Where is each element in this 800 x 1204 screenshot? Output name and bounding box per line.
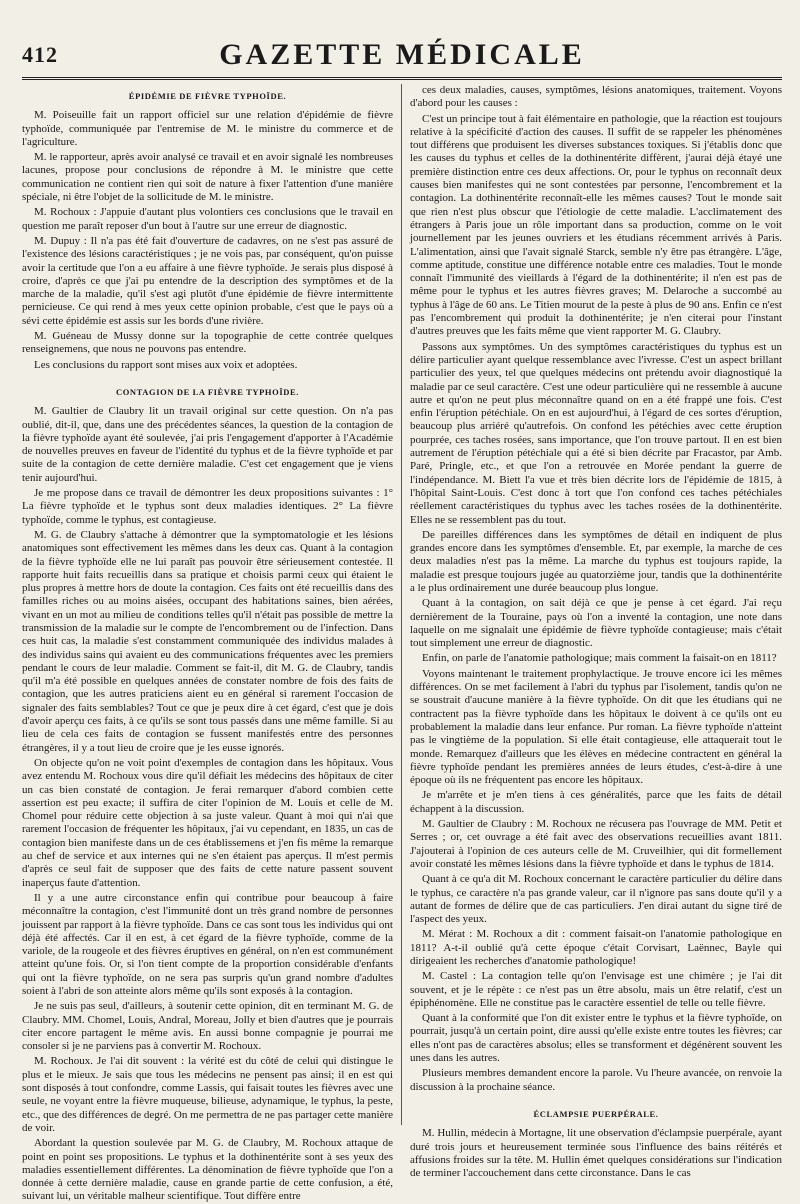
paragraph: M. Guéneau de Mussy donne sur la topographie de cette contrée quelques renseignemens, que nous ne pouvons pas entendre. [22, 330, 393, 356]
right-column [402, 84, 782, 1180]
paragraph: Les conclusions du rapport sont mises aux voix et adoptées. [34, 358, 298, 371]
masthead [22, 28, 782, 72]
paragraph: M. Mérat : M. Rochoux a dit : comment faisait-on l'anatomie pathologique en 1811? A-t-il oublié qu'à cette époque c'était Corvisart, Laënnec, Bayle qui dirigeaient les recherches d'anatomie pathologique! [410, 928, 782, 967]
journal-title: GAZETTE MÉDICALE [219, 38, 585, 71]
paragraph: M. le rapporteur, après avoir analysé ce travail et en avoir signalé les nombreuses lacunes, propose pour conclusions de répondre à M. le ministre que cette communication ne contient rien qui soit de nature à fixer l'attention d'une manière spéciale, ni être l'objet de la sollicitude de M. le ministre. [22, 151, 393, 204]
paragraph: Abordant la question soulevée par M. G. de Claubry, M. Rochoux attaque de point en point ses propositions. Le typhus et la dothinentérite sont à ses yeux des maladies essentiellement différentes. La dénomination de fièvre typhoïde que l'on a donnée à cette dernière maladie, cause en grande partie de cette confusion, a été, suivant lui, un véritable malheur scientifique. Tout diffère entre [22, 1137, 393, 1203]
left-column [22, 84, 402, 1203]
paragraph: ces deux maladies, causes, symptômes, lésions anatomiques, traitement. Voyons d'abord pour les causes : [410, 84, 782, 110]
section-heading: ÉCLAMPSIE PUERPÉRALE. [533, 1108, 659, 1119]
paragraph: Quant à ce qu'a dit M. Rochoux concernant le caractère particulier du délire dans le typhus, ce caractère n'a pas grande valeur, car il n'ignore pas sans doute qu'il y a autant de formes de délire que de cas particuliers. J'en dirai autant du signe tiré de l'aspect des yeux. [410, 873, 782, 926]
header-rule [22, 77, 782, 80]
section-heading: ÉPIDÉMIE DE FIÈVRE TYPHOÏDE. [128, 91, 287, 101]
paragraph: Je ne suis pas seul, d'ailleurs, à soutenir cette opinion, dit en terminant M. G. de Claubry. MM. Chomel, Louis, Andral, Moreau, Jolly et bien d'autres que je pourrais citer encore partagent le même avis. En aussi bonne compagnie je pourrai me consoler si je ne parviens pas à convertir M. Rochoux. [22, 1000, 393, 1053]
paragraph: On objecte qu'on ne voit point d'exemples de contagion dans les hôpitaux. Vous avez entendu M. Rochoux vous dire qu'il défiait les médecins des hôpitaux de citer un cas bien constaté de contagion. Je ferai remarquer d'abord combien cette assertion est peu exacte; il suffira de citer l'opinion de M. Louis et celle de M. Chomel pour réduire cette objection à sa juste valeur. Quant à moi qui n'ai que rarement l'occasion de fréquenter les hôpitaux, j'ai vu cependant, en 1835, un cas de contagion bien manifeste dans un de ces établissemens et j'en fis même la remarque au chef de service et aux internes qui ne s'en étaient pas aperçus. Il m'est permis d'après ce seul fait de supposer que des faits de cette nature passent souvent inaperçus faute d'attention. [22, 756, 393, 889]
paragraph: Il y a une autre circonstance enfin qui contribue pour beaucoup à faire méconnaître la contagion, c'est l'immunité dont un très grand nombre de personnes jouissent par rapport à la fièvre typhoïde. Dans ce cas sont tous les individus qui ont déjà été affectés. Car il en est, à cet égard de la fièvre typhoïde, comme de la variole, de la rougeole et des fièvres éruptives en général, on n'en est communément atteint qu'une fois. Or, si l'on tient compte de la proportion considérable d'enfants qui ont la fièvre typhoïde, on ne sera pas surpris qu'un grand nombre d'adultes soient à l'abri de son atteinte alors même qu'ils sont exposés à la contagion. [22, 891, 393, 997]
paragraph: M. G. de Claubry s'attache à démontrer que la symptomatologie et les lésions anatomiques sont effectivement les mêmes dans les deux cas. Quant à la contagion de la fièvre typhoïde elle ne lui paraît pas pouvoir être sérieusement contestée. Il rapporte huit faits recueillis dans sa pratique et choisis parmi ceux qui étaient le plus propres à mettre hors de doute la contagion. Ces faits ont été recueillis dans des familles riches ou au moins aisées, occupant des habitations saines, bien aérées, vivant en un mot au milieu de conditions telles qu'il n'était pas possible de mettre la transmission de la maladie sur le compte de l'encombrement ou de l'infection. Dans ces huit cas, la maladie s'est constamment communiquée des individus malades à des individus sains qui avaient eu des communications fréquentes avec les premiers pendant le cours de leur maladie. Comment se fait-il, dit M. G. de Claubry, tandis qu'il m'a été possible en quelques années de constater nombre de fois des faits de contagion, que les autres praticiens aient eu en général si rarement l'occasion de signaler des faits semblables? Tout ce que je peux dire à cet égard, c'est que je dois d'avoir aperçu ces faits, à ce qu'ils se sont tous passés dans une même famille. Si au lieu de cela ces faits de contagion se fussent manifestés entre des personnes étrangères, il y a tout lieu de croire que je les eusse ignorés. [22, 528, 393, 754]
paragraph: Plusieurs membres demandent encore la parole. Vu l'heure avancée, on renvoie la discussion à la prochaine séance. [410, 1067, 782, 1093]
paragraph: M. Poiseuille fait un rapport officiel sur une relation d'épidémie de fièvre typhoïde, communiquée par l'entremise de M. le ministre du commerce et de l'agriculture. [22, 109, 393, 148]
paragraph: M. Gaultier de Claubry : M. Rochoux ne récusera pas l'ouvrage de MM. Petit et Serres ; or, cet ouvrage a été fait avec des observations recueillies avant 1811. J'ajouterai à l'opinion de ces auteurs celle de M. Cruveilhier, qui dit formellement avoir constaté les mêmes lésions dans la fièvre typhoïde et dans le typhus de 1814. [410, 818, 782, 870]
paragraph: M. Castel : La contagion telle qu'on l'envisage est une chimère ; je l'ai dit souvent, et je le répète : ce n'est pas un être absolu, mais un être relatif, c'est un épiphénomène. Elle ne constitue pas le caractère essentiel de telle ou telle fièvre. [410, 970, 782, 1009]
paragraph: Je me propose dans ce travail de démontrer les deux propositions suivantes : 1° La fièvre typhoïde et le typhus sont deux maladies identiques. 2° La fièvre typhoïde, comme le typhus, est contagieuse. [22, 487, 393, 526]
paragraph: C'est un principe tout à fait élémentaire en pathologie, que la réaction est toujours relative à la spécificité d'action des causes. Il suffit de se rappeler les phénomènes tout différens que produisent les diverses substances toxiques. Si j'établis donc que les causes du typhus et celles de la dothinentérite diffèrent, j'aurai déjà étayé une première distinction entre ces deux affections. Or, pour le typhus on reconnaît deux causes bien manifestes qui ne sont contestées par personne, l'encombrement et la contagion. La dothinentérite reconnaît-elle les mêmes causes? Tout le monde sait que rien n'est plus obscur que l'étiologie de cette maladie. L'acclimatement des étrangers à Paris joue un rôle important dans sa production, comme on le voit journellement par les jeunes ouvriers et les étudians récemment arrivés à Paris. L'alimentation, ainsi que l'avait signalé Starck, semble n'y être pas étrangère. L'âge, comme aptitude, constitue une différence notable entre ces maladies. Tout le monde connaît l'immunité des vieillards à l'égard de la dothinentérite; il n'en est pas de même pour le typhus et les autres fièvres graves; M. Delaroche a succombé au typhus à l'âge de 60 ans. Le Titien mourut de la peste à plus de 90 ans. Enfin ce n'est pas l'encombrement qui produit la dothinentérite; je n'en citerai pour l'instant d'autres preuves que les faits même que vient rapporter M. G. Claubry. [410, 112, 782, 338]
paragraph: M. Gaultier de Claubry lit un travail original sur cette question. On n'a pas oublié, dit-il, que, dans une des précédentes séances, la question de la contagion de la fièvre typhoïde ayant été soulevée, j'ai pris l'engagement d'apporter à l'Académie de nouvelles preuves en faveur de l'identité du typhus et de la fièvre typhoïde et par suite de la contagion de cette dernière maladie. C'est cet engagement que je viens tenir aujourd'hui. [22, 405, 393, 484]
paragraph: Voyons maintenant le traitement prophylactique. Je trouve encore ici les mêmes différences. On se met facilement à l'abri du typhus par l'isolement, tandis qu'on ne se soustrait d'aucune manière à la fièvre typhoïde. On dit que les étudians qui ne contractent pas la fièvre typhoïde dans les hôpitaux le doivent à ce qu'ils ont eu probablement la maladie dans leur enfance. Pur roman. La fièvre typhoïde n'atteint pas le vingtième de la population. Si elle était contagieuse, elle attaquerait tout le monde. Remarquez d'ailleurs que les élèves en médecine contractent en général la fièvre typhoïde pendant les premières années de leurs études, c'est-à-dire à une époque où ils ne fréquentent pas encore les hôpitaux. [410, 667, 782, 787]
paragraph: Enfin, on parle de l'anatomie pathologique; mais comment la faisait-on en 1811? [422, 652, 777, 665]
paragraph: M. Hullin, médecin à Mortagne, lit une observation d'éclampsie puerpérale, ayant duré trois jours et heureusement terminée sous l'influence des bains réitérés et affusions froides sur la tête. M. Hullin émet quelques considérations sur l'indication de terminer l'accouchement dans cette circonstance. Dans le cas [410, 1127, 782, 1180]
paragraph: Je m'arrête et je m'en tiens à ces généralités, parce que les faits de détail échappent à la discussion. [410, 789, 782, 815]
paragraph: M. Dupuy : Il n'a pas été fait d'ouverture de cadavres, on ne s'est pas assuré de l'existence des lésions caractéristiques ; je ne vois pas, par conséquent, qu'on puisse avoir la certitude que l'on a eu affaire à une fièvre typhoïde. Je serais plus disposé à croire, d'après ce que j'ai pu entendre de la description des symptômes et de la marche de la maladie, qu'il s'est agi plutôt d'une épidémie de fièvre intermittente pernicieuse. Ce qui rend à mes yeux cette opinion probable, c'est que le pays où a sévi cette épidémie est assis sur les bords d'une rivière. [22, 234, 393, 327]
page-number: 412 [22, 42, 58, 67]
article-columns [22, 84, 782, 1203]
paragraph: M. Rochoux : J'appuie d'autant plus volontiers ces conclusions que le travail en question me paraît reposer d'un bout à l'autre sur une erreur de diagnostic. [22, 206, 393, 232]
paragraph: De pareilles différences dans les symptômes de détail en indiquent de plus grandes encore dans les symptômes d'ensemble. Et, par exemple, la marche de ces deux maladies n'est pas la même. La marche du typhus est toujours rapide, la maladie est presque toujours jugée au quatorzième jour, tandis que la dothinentérite a le plus ordinairement une durée beaucoup plus longue. [410, 528, 782, 594]
paragraph: Passons aux symptômes. Un des symptômes caractéristiques du typhus est un délire particulier ayant quelque ressemblance avec l'ivresse. C'est un aspect brillant particulier des yeux, tel que quelques médecins ont prétendu avoir diagnostiqué la maladie par ce seul caractère. C'est une odeur particulière qui ne ressemble à aucune autre et qu'on ne peut plus méconnaître quand on en a été frappé une fois. C'est enfin l'éruption pétéchiale. On en est aujourd'hui, à l'égard de ces sortes d'éruption, beaucoup plus arriéré qu'autrefois. On confond les pétéchies avec cette éruption pourprée, ces taches rosées, sans importance, que l'on trouve partout. Il en est bien autrement de l'éruption pétéchiale qui a été si bien décrite par Fracastor, par Amb. Paré, Pringle, etc., et que l'on a retrouvée en Morée pendant la guerre de l'indépendance. M. Biett l'a vue et très bien décrite lors de l'épidémie de 1815, à l'hôpital Saint-Louis. C'est donc à tort que l'on confond ces taches pétéchiales réellement caractéristiques du typhus avec les taches rosées de la dothinentérite. Elles ne se ressemblent pas du tout. [410, 340, 782, 526]
paragraph: Quant à la contagion, on sait déjà ce que je pense à cet égard. J'ai reçu dernièrement de la Touraine, pays où l'on a inventé la contagion, une note dans laquelle on me signalait une épidémie de fièvre typhoïde contagieuse; mais c'était tout simplement une erreur de diagnostic. [410, 597, 782, 650]
paragraph: M. Rochoux. Je l'ai dit souvent : la vérité est du côté de celui qui distingue le plus et le mieux. Je sais que tous les médecins ne pensent pas ainsi; il en est qui sont disposés à tout confondre, comme Lassis, qui faisait toutes les fièvres avec une seule, ne voyant entre la fièvre muqueuse, bilieuse, adynamique, le typhus, la peste, etc., que des différences de degré. On me permettra de ne pas partager cette manière de voir. [22, 1055, 393, 1134]
paragraph: Quant à la conformité que l'on dit exister entre le typhus et la fièvre typhoïde, on pourrait, jusqu'à un certain point, dire aussi qu'elle existe entre toutes les fièvres; car elles n'ont pas de caractères absolus; elles se transforment et dégénèrent souvent les unes dans les autres. [410, 1012, 782, 1065]
section-heading: CONTAGION DE LA FIÈVRE TYPHOÏDE. [115, 386, 299, 397]
